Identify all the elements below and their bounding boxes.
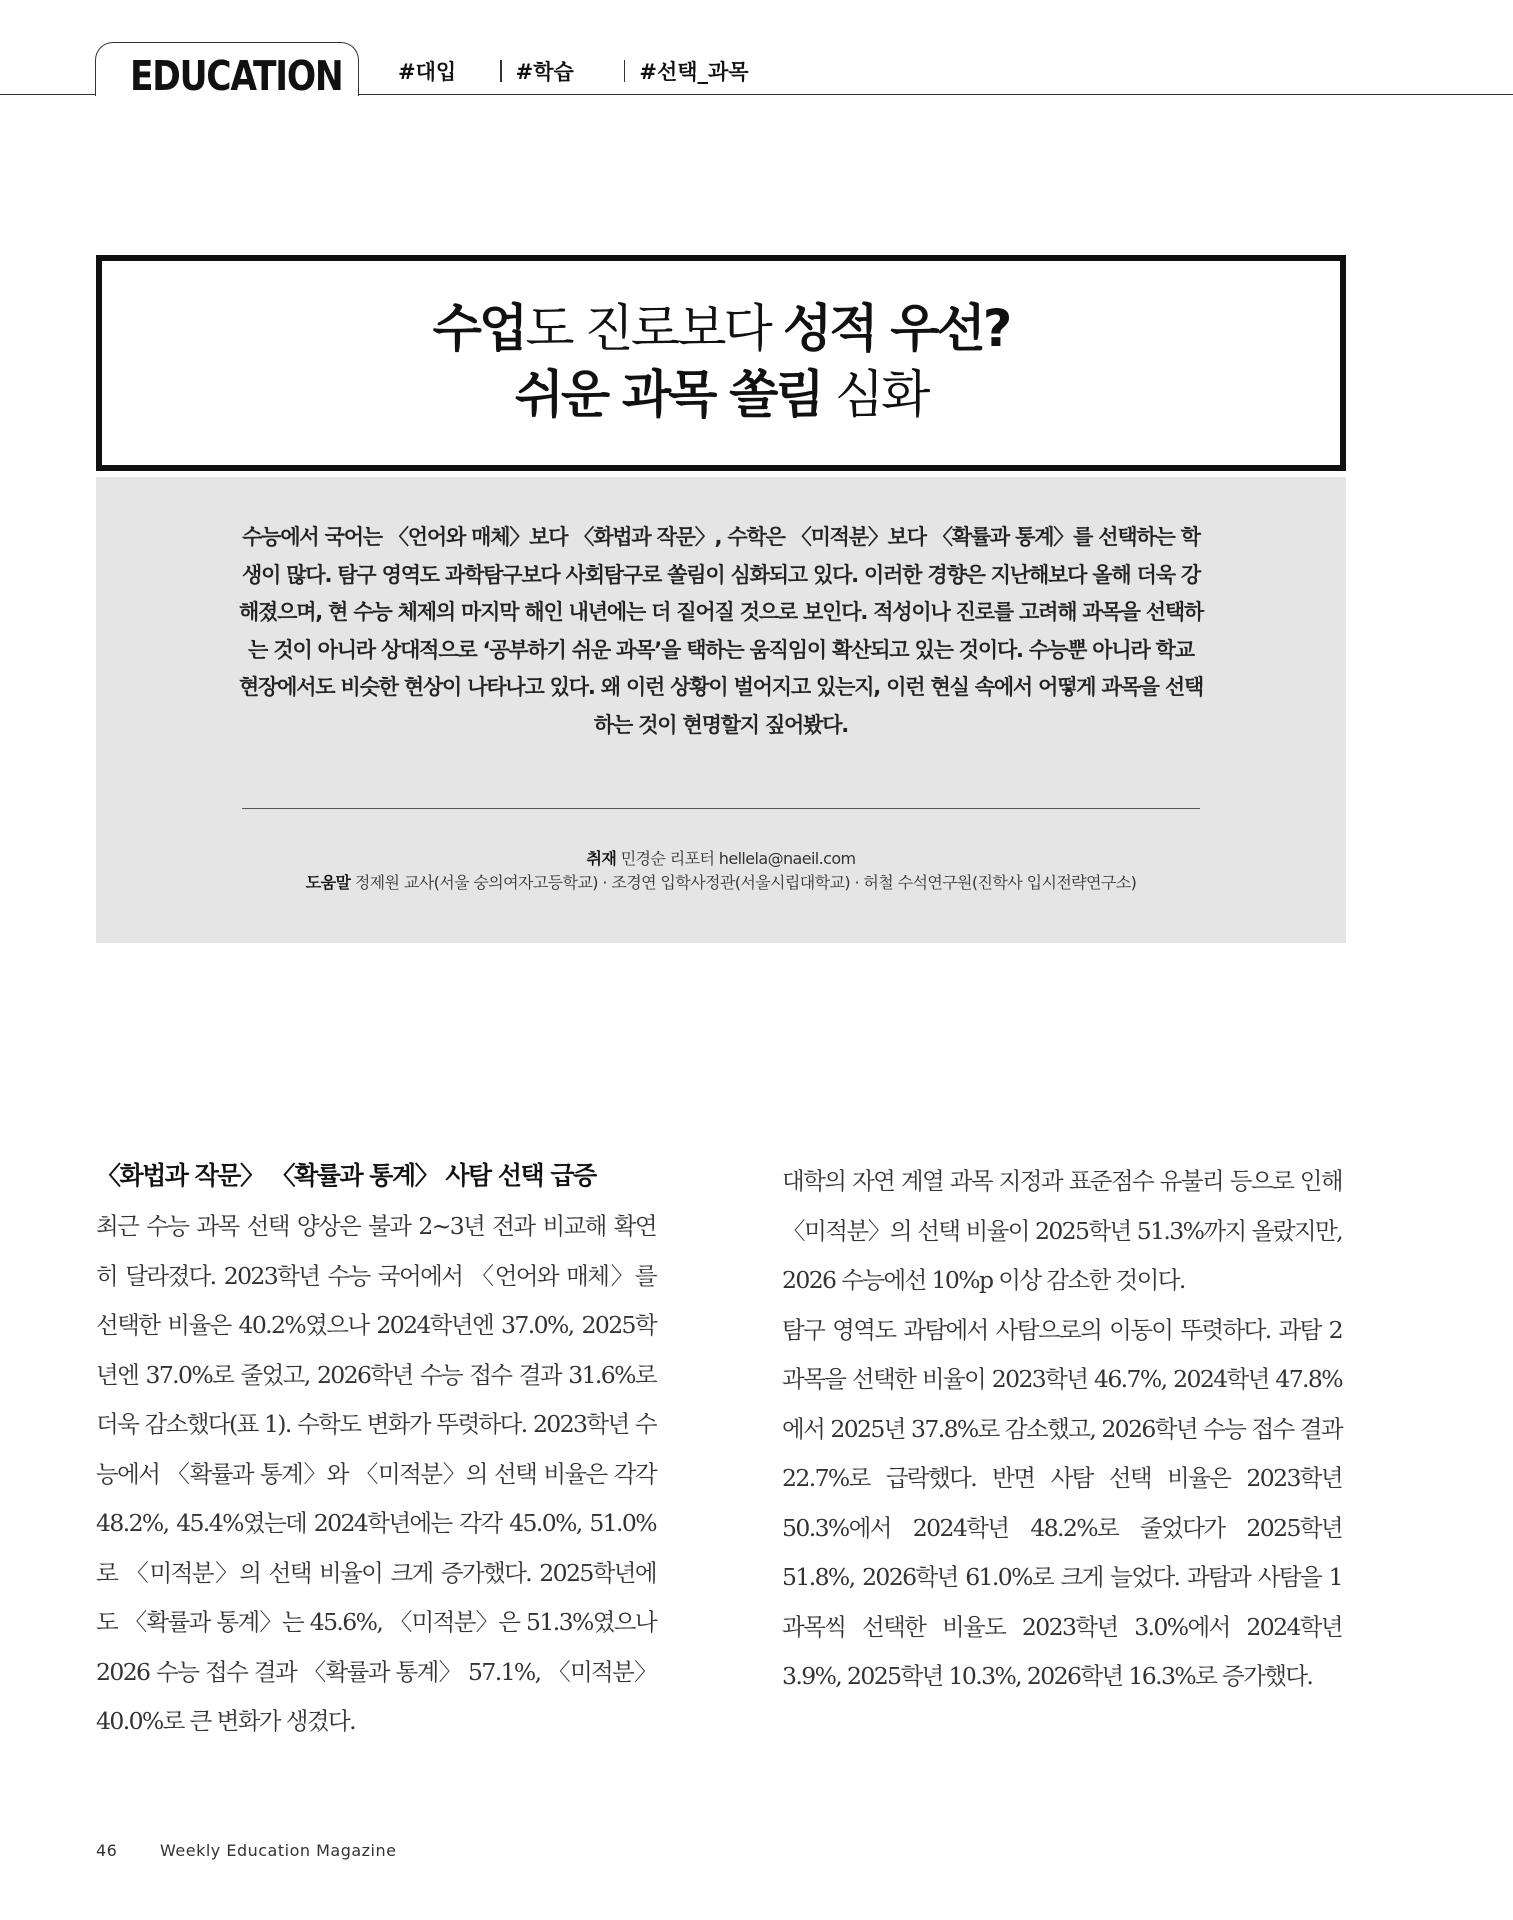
section-title: EDUCATION bbox=[130, 52, 343, 100]
headline-part: 성적 우선? bbox=[782, 300, 1010, 359]
headline-line-1 bbox=[433, 297, 1010, 363]
headline-part: 도 진로보다 bbox=[525, 300, 783, 359]
magazine-name: Weekly Education Magazine bbox=[160, 1841, 397, 1860]
lead-box bbox=[96, 477, 1346, 943]
article-column-right bbox=[782, 1157, 1342, 1702]
headline-box bbox=[96, 255, 1346, 471]
credits bbox=[96, 847, 1346, 895]
tag-divider bbox=[500, 60, 502, 82]
article-subhead: 〈화법과 작문〉 〈확률과 통계〉 사탐 선택 급증 bbox=[96, 1161, 596, 1190]
tag-divider bbox=[624, 60, 626, 82]
credit-reporter bbox=[96, 847, 1346, 871]
article-column-left bbox=[96, 1152, 656, 1747]
tag-elective[interactable]: #선택_과목 bbox=[639, 60, 749, 84]
headline-line-2 bbox=[515, 363, 928, 429]
article-paragraph: 대학의 자연 계열 과목 지정과 표준점수 유불리 등으로 인해 〈미적분〉의 선택 비율이 2025학년 51.3%까지 올랐지만, 2026 수능에선 10%p 이상 감소한 것이다. bbox=[782, 1167, 1342, 1294]
tag-admission[interactable]: #대입 bbox=[398, 60, 457, 84]
headline-part: 심화 bbox=[821, 366, 928, 425]
article-paragraph: 탐구 영역도 과탐에서 사탐으로의 이동이 뚜렷하다. 과탐 2과목을 선택한 비율이 2023학년 46.7%, 2024학년 47.8%에서 2025년 37.8%로 감소했고, 2026학년 수능 접수 결과 22.7%로 급락했다. 반면 사탐 선택 비율은 2023학년 50.3%에서 2024학년 48.2%로 줄었다가 2025학년 51.8%, 2026학년 61.0%로 크게 늘었다. 과탐과 사탐을 1과목씩 선택한 비율도 2023학년 3.0%에서 2024학년 3.9%, 2025학년 10.3%, 2026학년 16.3%로 증가했다. bbox=[782, 1315, 1342, 1690]
credit-value: 민경순 리포터 hellela@naeil.com bbox=[620, 849, 856, 868]
tag-study[interactable]: #학습 bbox=[515, 60, 574, 84]
lead-divider bbox=[242, 808, 1200, 809]
headline-part: 쉬운 과목 쏠림 bbox=[514, 366, 822, 425]
page-number: 46 bbox=[96, 1841, 118, 1860]
lead-paragraph: 수능에서 국어는 〈언어와 매체〉보다 〈화법과 작문〉, 수학은 〈미적분〉보다 〈확률과 통계〉를 선택하는 학생이 많다. 탐구 영역도 과학탐구보다 사회탐구로 쏠림이 심화되고 있다. 이러한 경향은 지난해보다 올해 더욱 강해졌으며, 현 수능 체제의 마지막 해인 내년에는 더 짙어질 것으로 보인다. 적성이나 진로를 고려해 과목을 선택하는 것이 아니라 상대적으로 ‘공부하기 쉬운 과목’을 택하는 움직임이 확산되고 있는 것이다. 수능뿐 아니라 학교 현장에서도 비슷한 현상이 나타나고 있다. 왜 이런 상황이 벌어지고 있는지, 이런 현실 속에서 어떻게 과목을 선택하는 것이 현명할지 짚어봤다. bbox=[238, 525, 1204, 737]
tag-list bbox=[398, 56, 749, 86]
page-footer bbox=[96, 1841, 396, 1860]
headline-part: 수업 bbox=[432, 300, 526, 359]
credit-label: 도움말 bbox=[305, 873, 351, 892]
credit-value: 정제원 교사(서울 숭의여자고등학교) · 조경연 입학사정관(서울시립대학교) · 허철 수석연구원(진학사 입시전략연구소) bbox=[354, 873, 1137, 892]
credit-help bbox=[96, 871, 1346, 895]
credit-label: 취재 bbox=[586, 849, 617, 868]
article-paragraph: 최근 수능 과목 선택 양상은 불과 2~3년 전과 비교해 확연히 달라졌다. 2023학년 수능 국어에서 〈언어와 매체〉를 선택한 비율은 40.2%였으나 2024학년엔 37.0%, 2025학년엔 37.0%로 줄었고, 2026학년 수능 접수 결과 31.6%로 더욱 감소했다(표 1). 수학도 변화가 뚜렷하다. 2023학년 수능에서 〈확률과 통계〉와 〈미적분〉의 선택 비율은 각각 48.2%, 45.4%였는데 2024학년에는 각각 45.0%, 51.0%로 〈미적분〉의 선택 비율이 크게 증가했다. 2025학년에도 〈확률과 통계〉는 45.6%, 〈미적분〉은 51.3%였으나 2026 수능 접수 결과 〈확률과 통계〉 57.1%, 〈미적분〉 40.0%로 큰 변화가 생겼다. bbox=[96, 1212, 656, 1735]
